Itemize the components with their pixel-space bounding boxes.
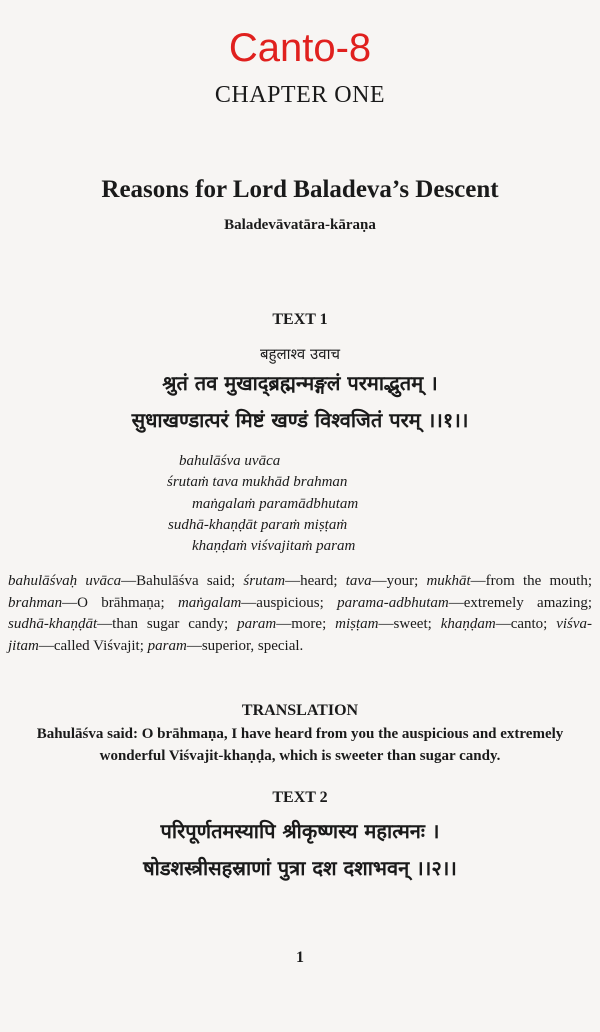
text1-transliteration-line-5: khaṇḍaṁ viśvajitaṁ param (192, 538, 356, 554)
text1-sanskrit-line-2: सुधाखण्डात्परं मिष्टं खण्डं विश्वजितं परम् ।।१।। (131, 408, 469, 432)
synonym-meaning: auspicious (256, 594, 320, 611)
text1-sanskrit-line-1: श्रुतं तव मुखाद्ब्रह्मन्मङ्गलं परमाद्भुतम् । (162, 371, 438, 395)
synonym-meaning: sweet (393, 616, 428, 632)
synonym-term: param (237, 616, 277, 632)
synonym-meaning: called Viśvajit (53, 637, 140, 654)
text2-sanskrit-line-2: षोडशस्त्रीसहस्राणां पुत्रा दश दशाभवन् ।।२।। (143, 856, 457, 880)
chapter-subtitle: Baladevāvatāra-kāraṇa (224, 217, 376, 233)
chapter-title: Reasons for Lord Baladeva’s Descent (101, 176, 499, 203)
text1-transliteration-line-4: sudhā-khaṇḍāt paraṁ miṣṭaṁ (168, 517, 348, 533)
chapter-heading: CHAPTER ONE (214, 82, 386, 108)
synonym-term: parama-adbhutam (337, 594, 449, 611)
synonym-meaning: heard (300, 573, 334, 589)
synonym-term: param (147, 637, 187, 654)
text1-speaker-sanskrit: बहुलाश्व उवाच (259, 345, 341, 363)
page-number: 1 (296, 949, 304, 966)
synonym-term: bahulāśvaḥ uvāca (8, 573, 122, 589)
text1-transliteration-line-2: śrutaṁ tava mukhād brahman (167, 474, 348, 490)
synonym-meaning: Bahulāśva said (136, 573, 232, 589)
synonym-term: sudhā-khaṇḍāt (8, 616, 98, 632)
text1-transliteration-line-1: bahulāśva uvāca (179, 453, 281, 469)
synonym-term: śrutam (243, 573, 286, 589)
synonym-meaning: canto (510, 616, 544, 632)
synonym-term: miṣṭam (335, 616, 379, 632)
canto-heading: Canto-8 (228, 26, 372, 70)
text2-heading: TEXT 2 (272, 789, 328, 806)
synonym-meaning: more (291, 616, 323, 632)
synonym-term: brahman (8, 594, 63, 611)
text1-heading: TEXT 1 (272, 311, 328, 328)
synonym-term: mukhāt (426, 573, 471, 589)
synonym-meaning: your (386, 573, 415, 589)
synonym-meaning: superior, special. (201, 637, 304, 654)
text2-sanskrit-line-1: परिपूर्णतमस्यापि श्रीकृष्णस्य महात्मनः । (160, 819, 440, 843)
translation-heading: TRANSLATION (241, 702, 359, 719)
text1-translation: Bahulāśva said: O brāhmaṇa, I have heard from you the auspicious and extremely wonderful Viśvajit-khaṇḍa, which is sweeter than sugar candy. (36, 726, 564, 764)
synonym-meaning: O brāhmaṇa (77, 594, 161, 611)
synonym-meaning: from the mouth (485, 573, 588, 589)
synonym-term: khaṇḍam (440, 616, 496, 632)
text1-synonyms: bahulāśvaḥ uvāca—Bahulāśva said; śrutam—heard; tava—your; mukhāt—from the mouth; brahman—O brāhmaṇa; maṅgalam—auspicious; parama-adbhutam—extremely amazing; sudhā-khaṇḍāt—than sugar candy; param—more; miṣṭam—sweet; khaṇḍam—canto; viśva-jitam—called Viśvajit; param—superior, special. (8, 573, 593, 654)
synonym-meaning: than sugar candy (112, 616, 225, 632)
synonym-term: viśva-jitam (8, 616, 593, 654)
text1-transliteration-line-3: maṅgalaṁ paramādbhutam (192, 496, 359, 512)
synonym-term: tava (345, 573, 372, 589)
synonym-meaning: extremely amazing (463, 594, 588, 611)
synonym-term: maṅgalam (177, 594, 242, 611)
